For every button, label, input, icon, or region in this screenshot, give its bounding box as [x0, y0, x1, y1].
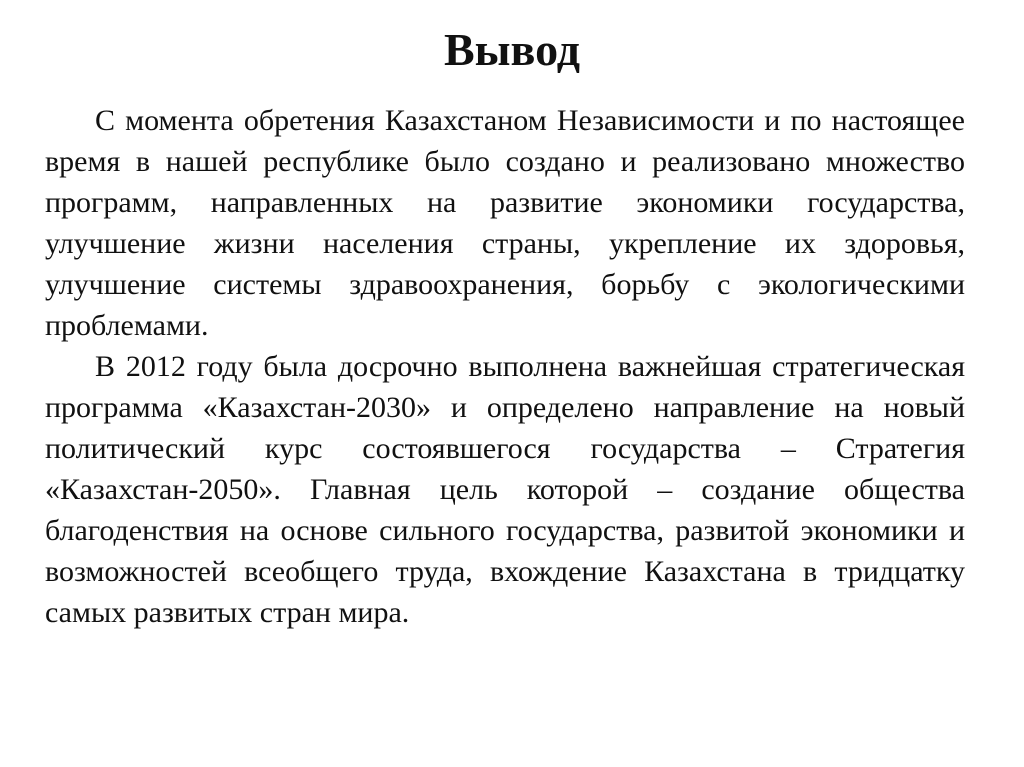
- paragraph-strategy: В 2012 году была досрочно выполнена важнейшая стратегическая программа «Казахстан-2030» и определено направление на новый политический курс состоявшегося государства – Стратегия «Казахстан-2050». Главная цель которой – создание общества благоденствия на основе сильного государства, развитой экономики и возможностей всеобщего труда, вхождение Казахстана в тридцатку самых развитых стран мира.: [45, 350, 965, 629]
- slide-title: Вывод: [443, 24, 581, 75]
- paragraph-independence: С момента обретения Казахстаном Независимости и по настоящее время в нашей республике было создано и реализовано множество программ, направленных на развитие экономики государства, улучшение жизни населения страны, укрепление их здоровья, улучшение системы здравоохранения, борьбу с экологическими проблемами.: [45, 104, 965, 342]
- slide-body: [45, 100, 965, 633]
